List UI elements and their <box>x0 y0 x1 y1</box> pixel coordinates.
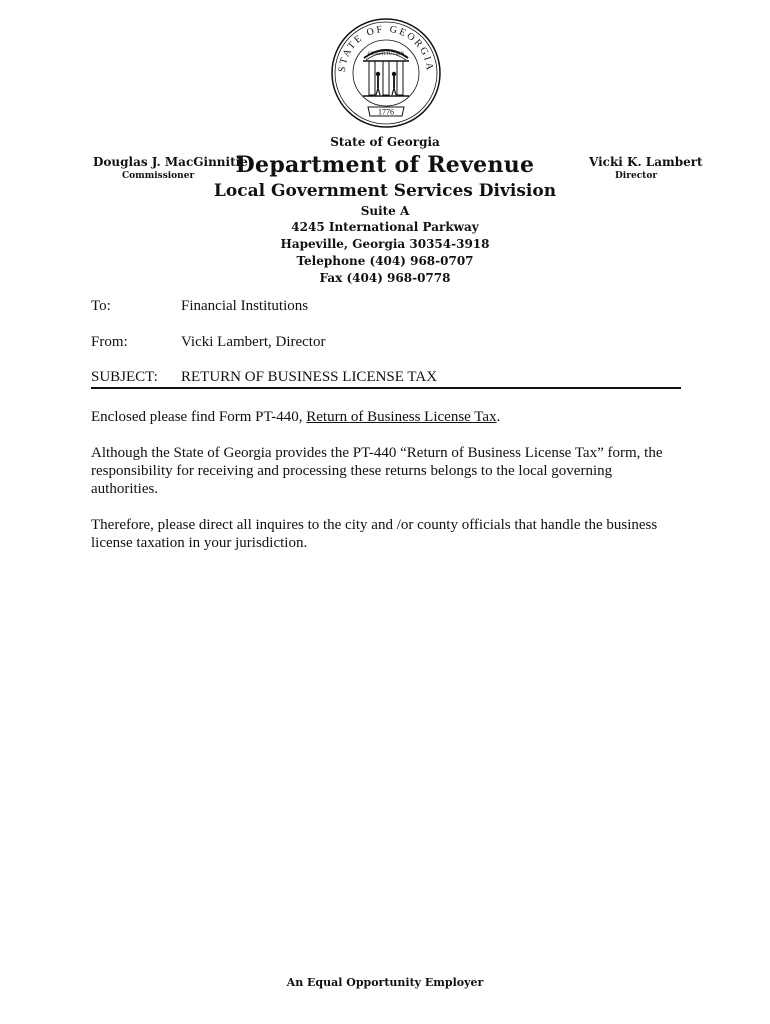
subject-rule <box>91 387 681 389</box>
telephone: Telephone (404) 968-0707 <box>296 254 474 268</box>
enclosed-period: . <box>496 409 501 425</box>
seal-banner-text: CONSTITUTION <box>367 52 405 57</box>
director-name: Vicki K. Lambert <box>589 155 703 169</box>
address-suite: Suite A <box>360 204 410 218</box>
director-title: Director <box>615 171 658 181</box>
fax: Fax (404) 968-0778 <box>319 271 451 285</box>
to-value: Financial Institutions <box>181 298 309 314</box>
address-city: Hapeville, Georgia 30354-3918 <box>280 237 490 251</box>
from-value: Vicki Lambert, Director <box>181 334 326 350</box>
seal-year: 1776 <box>378 107 394 117</box>
form-title-link: Return of Business License Tax <box>306 409 497 425</box>
division-heading: Local Government Services Division <box>213 181 557 201</box>
to-label: To: <box>91 298 111 314</box>
enclosed-text: Enclosed please find Form PT-440, <box>91 409 307 425</box>
paragraph-enclosed <box>91 408 681 426</box>
from-label: From: <box>91 334 128 350</box>
paragraph-responsibility: Although the State of Georgia provides the PT-440 “Return of Business License Tax” form, the responsibility for receiving and processing these returns belongs to the local governing authorities. <box>91 445 663 497</box>
subject-value: RETURN OF BUSINESS LICENSE TAX <box>181 369 438 385</box>
footer-eoe: An Equal Opportunity Employer <box>286 976 484 989</box>
department-heading: Department of Revenue <box>235 152 535 178</box>
georgia-state-seal <box>330 16 442 130</box>
address-street: 4245 International Parkway <box>291 220 479 234</box>
paragraph-inquiries: Therefore, please direct all inquires to the city and /or county officials that handle the business license taxation in your jurisdiction. <box>91 517 658 551</box>
seal-arc-text: STATE OF GEORGIA <box>336 23 436 73</box>
subject-label: SUBJECT: <box>91 369 158 385</box>
commissioner-title: Commissioner <box>122 171 195 181</box>
state-heading: State of Georgia <box>330 135 440 149</box>
commissioner-name: Douglas J. MacGinnitie <box>93 155 248 169</box>
